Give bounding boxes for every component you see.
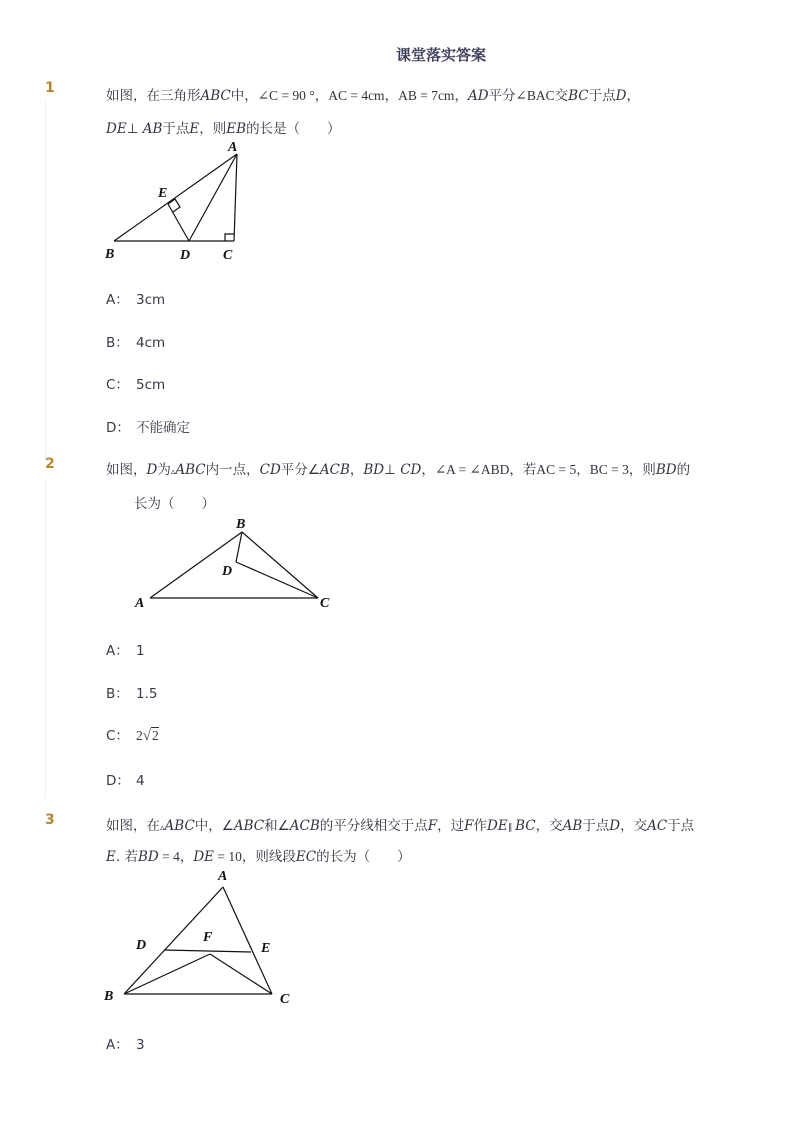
option-a[interactable]: A： 3 [106, 1037, 145, 1053]
label-d: D [222, 564, 233, 579]
segment-de [164, 950, 251, 952]
segment-bd [236, 532, 242, 562]
question-1-line-1: 如图，在三角形ABC中，∠C = 90 °，AC = 4cm，AB = 7cm，AD平分∠BAC交BC于点D， [106, 88, 640, 104]
label-f: F [203, 930, 213, 945]
label-d: D [136, 938, 147, 953]
option-c[interactable]: C： 5cm [106, 377, 166, 393]
segment-dc [236, 562, 318, 598]
right-angle-mark-c [225, 234, 234, 241]
label-c: C [320, 596, 330, 611]
question-3-line-1: 如图，在▵ABC中，∠ABC和∠ACB的平分线相交于点F，过F作DE∥ BC，交AB于点D，交AC于点 [106, 818, 695, 834]
label-e: E [261, 941, 271, 956]
segment-bc [242, 532, 318, 598]
question-number: 1 [45, 80, 55, 96]
option-b[interactable]: B： 4cm [106, 335, 166, 351]
label-c: C [223, 248, 233, 263]
label-b: B [236, 517, 246, 532]
question-number: 2 [45, 456, 55, 472]
question-2-line-2: 长为（ ） [134, 496, 215, 512]
segment-ac [234, 154, 237, 241]
page-title: 课堂落实答案 [395, 46, 486, 64]
option-a[interactable]: A： 3cm [106, 292, 166, 308]
label-a: A [228, 140, 238, 155]
segment-bf [124, 954, 210, 994]
option-d[interactable]: D： 4 [106, 773, 145, 789]
label-a: A [218, 869, 228, 884]
label-b: B [105, 247, 115, 262]
left-rule [45, 100, 46, 460]
question-1-line-2: DE⊥ AB于点E，则EB的长是（ ） [106, 121, 341, 137]
question-1-figure [100, 138, 260, 268]
question-number: 3 [45, 812, 55, 828]
segment-ba [114, 154, 237, 241]
option-c[interactable]: C： 2√2 [106, 728, 159, 744]
option-a[interactable]: A： 1 [106, 643, 145, 659]
option-b[interactable]: B： 1.5 [106, 686, 158, 702]
question-3-line-2: E. 若BD = 4，DE = 10，则线段EC的长为（ ） [106, 849, 411, 865]
question-3-figure [100, 864, 310, 1014]
label-c: C [280, 992, 290, 1007]
segment-de [168, 204, 189, 241]
left-rule [45, 478, 46, 798]
question-2-line-1: 如图，D为▵ABC内一点，CD平分∠ACB，BD⊥ CD，∠A = ∠ABD，若AC = 5，BC = 3，则BD的 [106, 462, 691, 478]
question-2-figure [130, 512, 340, 612]
label-d: D [180, 248, 191, 263]
label-e: E [158, 186, 168, 201]
segment-ad [189, 154, 237, 241]
option-d[interactable]: D： 不能确定 [106, 420, 190, 436]
label-a: A [135, 596, 145, 611]
label-b: B [104, 989, 114, 1004]
